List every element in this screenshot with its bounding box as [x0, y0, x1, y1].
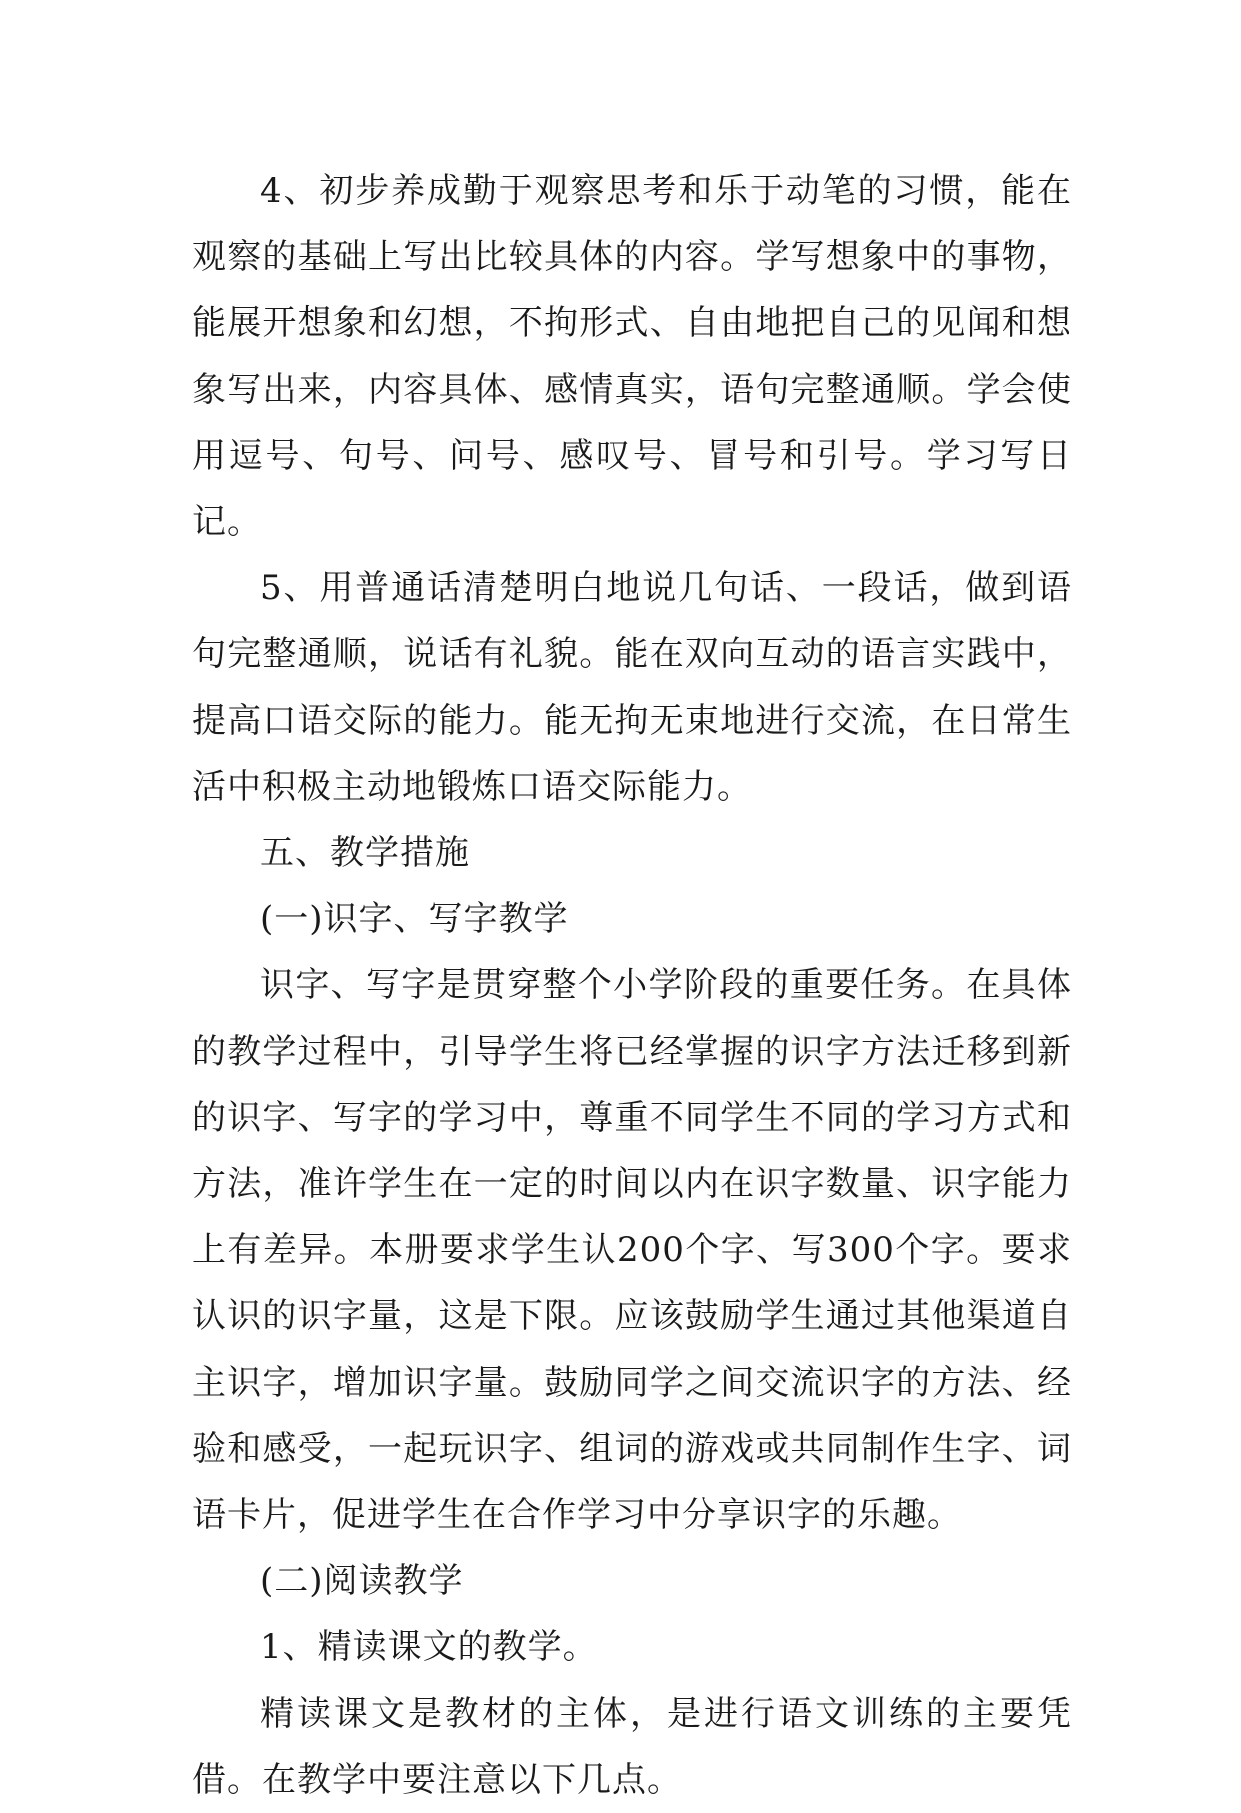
- item-intensive-reading: 1、精读课文的教学。: [260, 1627, 598, 1668]
- subheading-literacy-writing: (一)识字、写字教学: [260, 899, 569, 940]
- paragraph-goal-4-writing: 4、初步养成勤于观察思考和乐于动笔的习惯，能在观察的基础上写出比较具体的内容。学写想象中的事物，能展开想象和幻想，不拘形式、自由地把自己的见闻和想象写出来，内容具体、感情真实，语句完整通顺。学会使用逗号、句号、问号、感叹号、冒号和引号。学习写日记。: [192, 171, 1072, 543]
- subheading-reading-teaching: (二)阅读教学: [260, 1561, 464, 1602]
- paragraph-intensive-reading: 精读课文是教材的主体，是进行语文训练的主要凭借。在教学中要注意以下几点。: [192, 1693, 1072, 1800]
- paragraph-literacy-teaching: 识字、写字是贯穿整个小学阶段的重要任务。在具体的教学过程中，引导学生将已经掌握的识字方法迁移到新的识字、写字的学习中，尊重不同学生不同的学习方式和方法，准许学生在一定的时间以内在识字数量、识字能力上有差异。本册要求学生认200个字、写300个字。要求认识的识字量，这是下限。应该鼓励学生通过其他渠道自主识字，增加识字量。鼓励同学之间交流识字的方法、经验和感受，一起玩识字、组词的游戏或共同制作生字、词语卡片，促进学生在合作学习中分享识字的乐趣。: [192, 965, 1072, 1536]
- section-heading-teaching-measures: 五、教学措施: [260, 833, 470, 874]
- document-body: [192, 158, 1072, 1813]
- paragraph-goal-5-oral: 5、用普通话清楚明白地说几句话、一段话，做到语句完整通顺，说话有礼貌。能在双向互动的语言实践中，提高口语交际的能力。能无拘无束地进行交流，在日常生活中积极主动地锻炼口语交际能力。: [192, 568, 1072, 807]
